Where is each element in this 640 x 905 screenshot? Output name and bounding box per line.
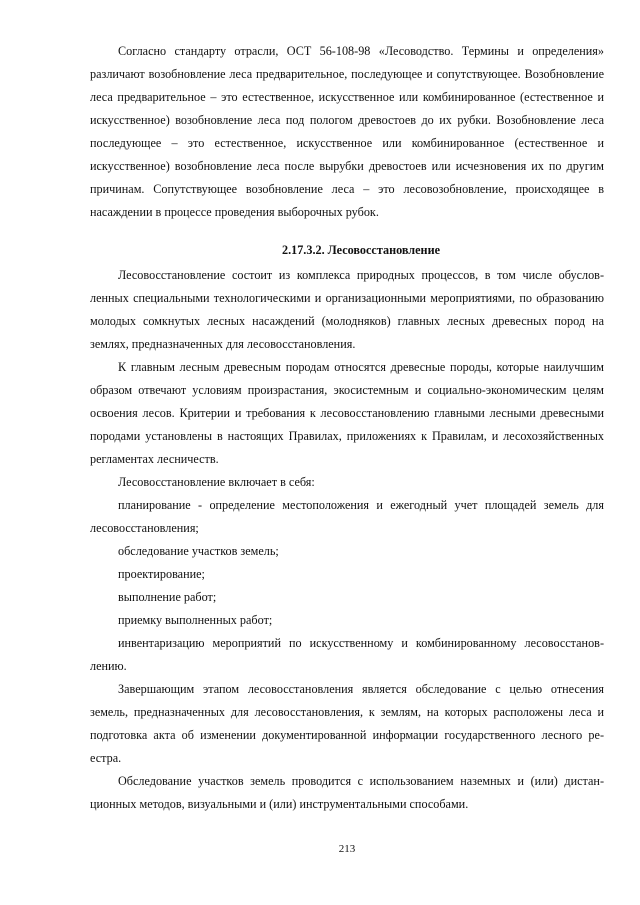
list-item-design: проектирование; <box>118 567 205 581</box>
body-paragraph-survey-methods: Обследование участков земель проводится с использованием наземных и (или) дистанционных методов, визуальными и (или) инструментальными способами. <box>90 774 604 811</box>
body-paragraph-final-stage: Завершающим этапом лесовосстановления является обследование с целью отнесения земель, предназначенных для лесовосстановления, к землям, на которых расположены леса и подготовка акта об изменении документированной информации государственного лесного реестра. <box>90 682 604 765</box>
body-paragraph-3: Лесовосстановление включает в себя: <box>118 475 315 489</box>
list-item-inventory: инвентаризацию мероприятий по искусственному и комбинированному лесовосстановлению. <box>90 636 604 673</box>
list-item-survey: обследование участков земель; <box>118 544 279 558</box>
page-number: 213 <box>338 843 356 855</box>
intro-paragraph: Согласно стандарту отрасли, ОСТ 56-108-98 «Лесоводство. Термины и определения» различают возобновление леса предварительное, последующее и сопутствующее. Возобновление леса предварительное – это естественное, искусственное или комбинированное (естественное и искусственное) возобновление леса под пологом древостоев до их рубки. Возобновление леса последующее – это естественное, искусственное или комбинированное (естественное и искусственное) возобновление леса после вырубки древостоев или исчезновения их по другим причинам. Сопутствующее возобновление леса – это лесовозобновление, происходящее в насаждении в процессе проведения выборочных рубок. <box>90 44 604 219</box>
body-paragraph-1: Лесовосстановление состоит из комплекса природных процессов, в том числе обусловленных специальными технологическими и организационными мероприятиями, по образованию молодых сомкнутых лесных насаждений (молодняков) главных лесных древесных пород на землях, предназначенных для лесовосстановления. <box>90 268 604 351</box>
section-heading: 2.17.3.2. Лесовосстановление <box>281 243 441 257</box>
list-item-execution: выполнение работ; <box>118 590 217 604</box>
list-item-planning: планирование - определение местоположения и ежегодный учет площадей земель для лесовосстановления; <box>90 498 604 535</box>
list-item-acceptance: приемку выполненных работ; <box>118 613 273 627</box>
body-paragraph-2: К главным лесным древесным породам относятся древесные породы, которые наилучшим образом отвечают условиям произрастания, экосистемным и социально-экономическим целям освоения лесов. Критерии и требования к лесовосстановлению главными лесными древесными породами установлены в настоящих Правилах, приложениях к Правилам, и лесохозяйственных регламентах лесничеств. <box>90 360 604 466</box>
